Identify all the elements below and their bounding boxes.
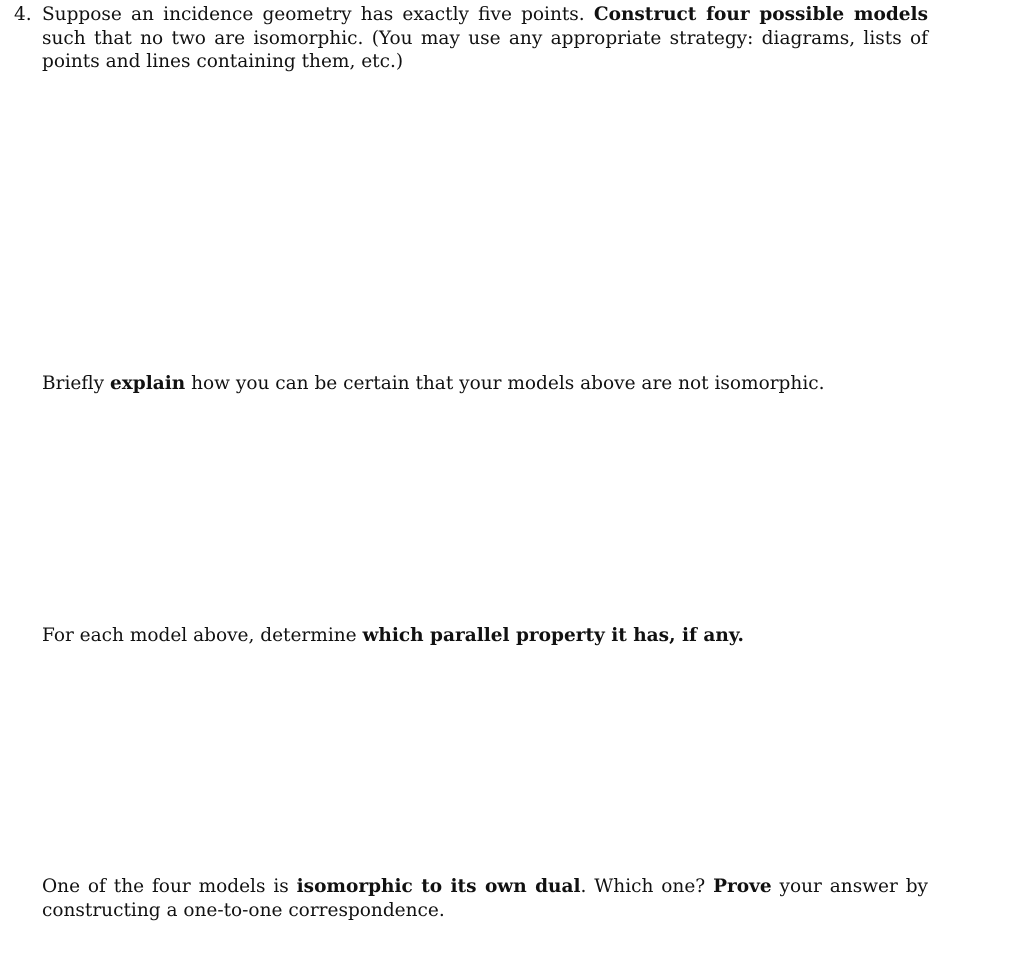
problem-intro bbox=[42, 3, 928, 74]
dual-bold-isomorphic: isomorphic to its own dual bbox=[296, 876, 581, 897]
problem-4 bbox=[14, 3, 928, 74]
intro-text-1: Suppose an incidence geometry has exactly five points. bbox=[42, 4, 594, 25]
intro-text-2: such that no two are isomorphic. (You may use any appropriate strategy: diagrams, lists of points and lines containing them, etc.) bbox=[42, 27, 928, 72]
dual-text-2: . Which one? bbox=[580, 876, 714, 897]
intro-bold-construct: Construct four possible models bbox=[593, 4, 928, 25]
dual-text-3: your answer by constructing a one-to-one correspondence. bbox=[42, 876, 928, 921]
dual-text-1: One of the four models is bbox=[42, 876, 297, 897]
part-dual bbox=[42, 875, 928, 922]
parallel-bold: which parallel property it has, if any. bbox=[362, 625, 744, 646]
explain-bold: explain bbox=[109, 373, 186, 394]
part-parallel bbox=[42, 624, 928, 648]
parallel-text-1: For each model above, determine bbox=[42, 625, 363, 646]
dual-bold-prove: Prove bbox=[713, 876, 772, 897]
problem-number: 4. bbox=[14, 4, 32, 25]
explain-text-1: Briefly bbox=[42, 373, 110, 394]
part-explain bbox=[42, 372, 928, 396]
explain-text-2: how you can be certain that your models above are not isomorphic. bbox=[185, 373, 825, 394]
